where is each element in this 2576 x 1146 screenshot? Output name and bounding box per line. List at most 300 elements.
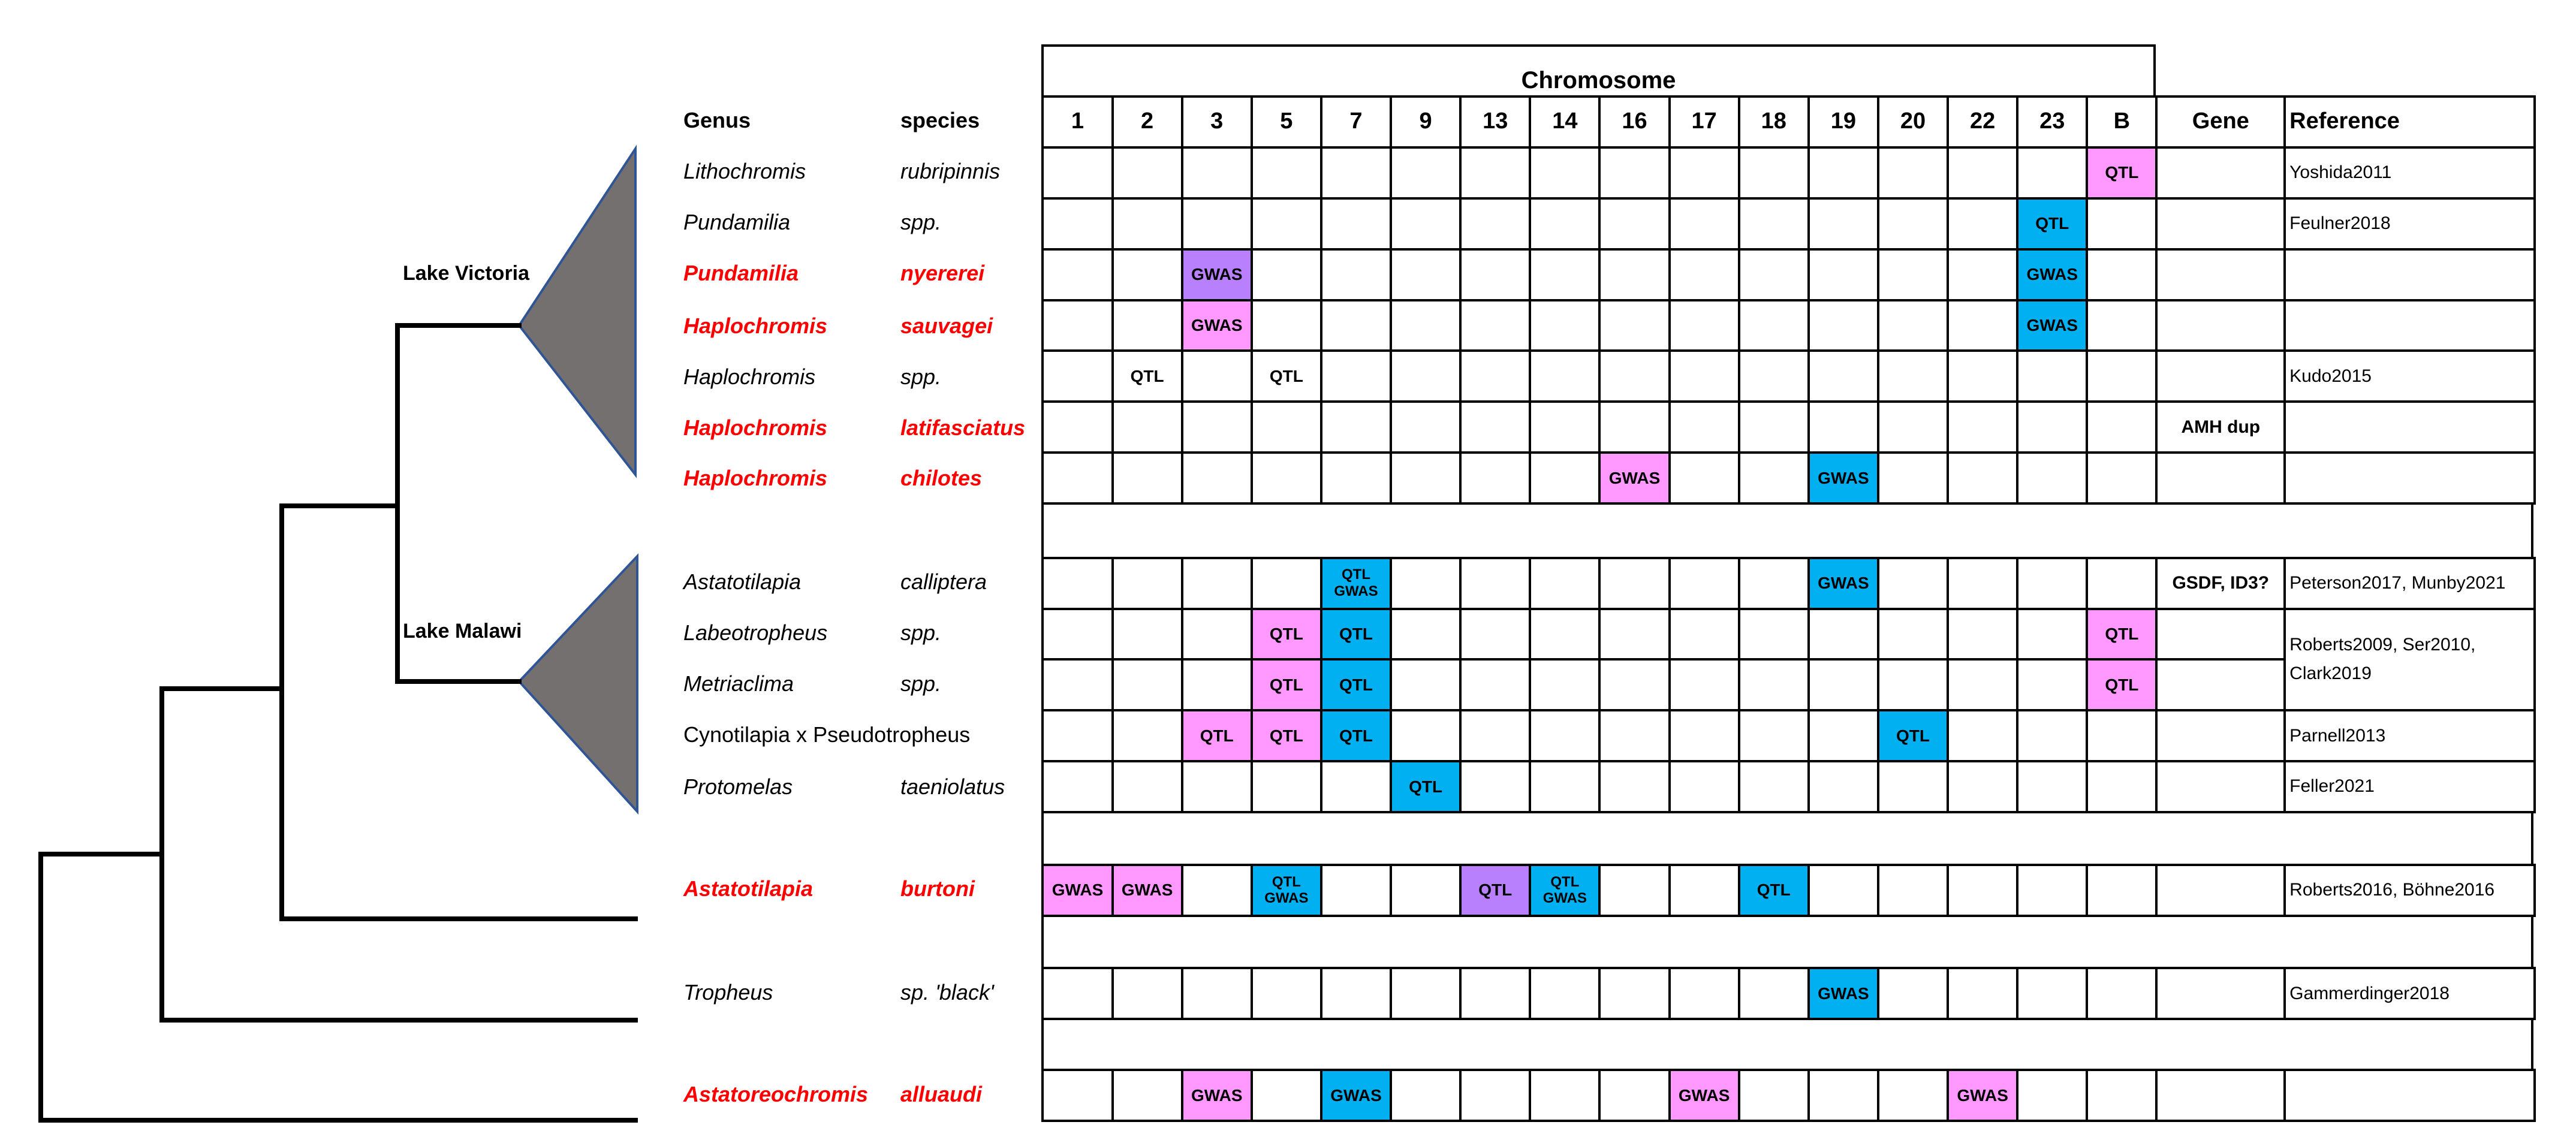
genus-label: Lithochromis [683,159,806,184]
column-header-chr-16: 16 [1599,96,1669,147]
table-row [1043,968,2534,1019]
cell-chr-18 [1739,968,1809,1019]
cell-chr-23: GWAS [2017,300,2087,351]
cell-chr-9 [1391,659,1460,710]
cell-chr-16 [1599,198,1669,249]
cell-chr-13 [1460,761,1530,812]
gene-cell [2156,198,2285,249]
cell-chr-23: QTL [2017,198,2087,249]
cell-chr-1 [1043,761,1112,812]
cell-chr-14 [1530,198,1599,249]
cell-chr-1 [1043,453,1112,503]
reference-cell: Gammerdinger2018 [2285,968,2535,1019]
clade-triangle-lake-malawi [519,556,637,812]
cell-chr-B [2087,300,2156,351]
cell-chr-18 [1739,1070,1809,1121]
cell-chr-20 [1878,609,1948,660]
cell-chr-9 [1391,402,1460,453]
cell-chr-5: QTL [1252,609,1321,660]
cell-chr-20 [1878,761,1948,812]
cell-chr-2 [1113,198,1182,249]
cell-chr-13 [1460,147,1530,198]
reference-cell: Peterson2017, Munby2021 [2285,558,2535,609]
cell-chr-2 [1113,147,1182,198]
cell-chr-20 [1878,1070,1948,1121]
cell-chr-3 [1182,453,1252,503]
species-label: sp. 'black' [900,979,994,1005]
cell-chr-13 [1460,558,1530,609]
column-header-chr-17: 17 [1670,96,1739,147]
table-row [1043,147,2534,198]
cell-chr-19 [1809,198,1878,249]
table-row [1043,710,2534,761]
cell-chr-23 [2017,558,2087,609]
group-separator [1041,1018,2533,1069]
cell-chr-5 [1252,147,1321,198]
cell-chr-9 [1391,453,1460,503]
cell-chr-20 [1878,558,1948,609]
cell-chr-17 [1670,609,1739,660]
species-label: spp. [900,671,942,696]
cell-chr-23 [2017,761,2087,812]
cell-chr-20 [1878,198,1948,249]
cell-chr-5: QTL [1252,659,1321,710]
cell-chr-2 [1113,249,1182,300]
cell-chr-18 [1739,659,1809,710]
cell-chr-22 [1948,402,2017,453]
cell-chr-1 [1043,558,1112,609]
cell-chr-17 [1670,558,1739,609]
cell-chr-17 [1670,402,1739,453]
cell-chr-2 [1113,1070,1182,1121]
cell-chr-7 [1321,249,1391,300]
column-header-chr-3: 3 [1182,96,1252,147]
cell-chr-18 [1739,453,1809,503]
cell-chr-16 [1599,300,1669,351]
cell-chr-5 [1252,300,1321,351]
table-row [1043,249,2534,300]
cell-chr-20 [1878,453,1948,503]
cell-chr-22 [1948,865,2017,916]
genus-label: Labeotropheus [683,620,828,645]
genus-label: Haplochromis [683,415,828,440]
cell-chr-3: GWAS [1182,249,1252,300]
cell-chr-B [2087,968,2156,1019]
cell-chr-20 [1878,402,1948,453]
cell-chr-7 [1321,402,1391,453]
cell-chr-19 [1809,659,1878,710]
cell-chr-17 [1670,147,1739,198]
cell-chr-23 [2017,659,2087,710]
cell-chr-19: GWAS [1809,968,1878,1019]
clade-label-lake-victoria: Lake Victoria [403,262,530,285]
cell-chr-2 [1113,558,1182,609]
cell-chr-3 [1182,198,1252,249]
column-header-chr-2: 2 [1113,96,1182,147]
cell-chr-2: GWAS [1113,865,1182,916]
cell-chr-20 [1878,865,1948,916]
cell-chr-9: QTL [1391,761,1460,812]
table-row [1043,865,2534,916]
chromosome-header-row [1041,95,2535,149]
cell-chr-19 [1809,249,1878,300]
column-header-chr-20: 20 [1878,96,1948,147]
cell-chr-B: QTL [2087,659,2156,710]
group-table-2 [1041,557,2535,814]
reference-cell: Feller2021 [2285,761,2535,812]
cell-chr-22 [1948,249,2017,300]
cell-chr-19 [1809,761,1878,812]
genus-label: Astatotilapia [683,876,814,901]
cell-chr-1 [1043,198,1112,249]
cell-chr-7: GWAS [1321,1070,1391,1121]
cell-chr-2 [1113,659,1182,710]
cell-chr-23 [2017,351,2087,402]
cell-chr-2: QTL [1113,351,1182,402]
cell-chr-13 [1460,402,1530,453]
species-label: latifasciatus [900,415,1026,440]
cell-chr-18 [1739,558,1809,609]
species-label: spp. [900,210,942,235]
cell-chr-16 [1599,761,1669,812]
cell-chr-5: QTL [1252,710,1321,761]
cell-chr-9 [1391,351,1460,402]
cell-chr-19 [1809,402,1878,453]
column-header-reference: Reference [2285,96,2535,147]
reference-cell: Roberts2009, Ser2010, Clark2019 [2285,609,2535,711]
reference-cell [2285,453,2535,503]
table-row [1043,402,2534,453]
cell-chr-5 [1252,558,1321,609]
group-table-1 [1041,146,2535,505]
cell-chr-B [2087,558,2156,609]
cell-chr-B [2087,1070,2156,1121]
cell-chr-13 [1460,351,1530,402]
cell-chr-17 [1670,710,1739,761]
cell-chr-5 [1252,1070,1321,1121]
table-row [1043,300,2534,351]
species-label: burtoni [900,876,975,901]
cell-chr-2 [1113,968,1182,1019]
cell-chr-16 [1599,147,1669,198]
gene-cell [2156,710,2285,761]
group-separator [1041,504,2533,557]
cell-chr-20 [1878,968,1948,1019]
gene-cell [2156,609,2285,660]
cell-chr-13 [1460,659,1530,710]
cell-chr-14 [1530,558,1599,609]
cell-chr-B [2087,761,2156,812]
column-header-chr-1: 1 [1043,96,1112,147]
gene-cell [2156,968,2285,1019]
species-label: calliptera [900,569,987,595]
cell-chr-7: QTL [1321,609,1391,660]
cell-chr-20 [1878,147,1948,198]
genus-label: Metriaclima [683,671,794,696]
chromosome-title-box [1041,44,2156,96]
cell-chr-19 [1809,865,1878,916]
cell-chr-5 [1252,402,1321,453]
cell-chr-13 [1460,968,1530,1019]
reference-cell: Yoshida2011 [2285,147,2535,198]
cell-chr-3 [1182,609,1252,660]
cell-chr-22 [1948,351,2017,402]
cell-chr-14: QTL GWAS [1530,865,1599,916]
cell-chr-18 [1739,351,1809,402]
cell-chr-9 [1391,300,1460,351]
cell-chr-13 [1460,198,1530,249]
cell-chr-23: GWAS [2017,249,2087,300]
cell-chr-17 [1670,300,1739,351]
cell-chr-22 [1948,761,2017,812]
cell-chr-2 [1113,761,1182,812]
cell-chr-3 [1182,351,1252,402]
cell-chr-9 [1391,1070,1460,1121]
cell-chr-2 [1113,300,1182,351]
cell-chr-16 [1599,865,1669,916]
table-row [1043,761,2534,812]
cell-chr-23 [2017,865,2087,916]
cell-chr-5: QTL GWAS [1252,865,1321,916]
cell-chr-16 [1599,609,1669,660]
species-label: nyererei [900,261,985,286]
cell-chr-23 [2017,710,2087,761]
cell-chr-3 [1182,558,1252,609]
cell-chr-13 [1460,710,1530,761]
cell-chr-22 [1948,300,2017,351]
group-table-5 [1041,1069,2535,1122]
cell-chr-16 [1599,968,1669,1019]
cell-chr-18 [1739,147,1809,198]
table-row [1043,453,2534,503]
gene-cell [2156,147,2285,198]
cell-chr-1 [1043,147,1112,198]
cell-chr-14 [1530,761,1599,812]
cell-chr-9 [1391,968,1460,1019]
reference-cell [2285,1070,2535,1121]
reference-cell: Kudo2015 [2285,351,2535,402]
cell-chr-19 [1809,1070,1878,1121]
clade-label-lake-malawi: Lake Malawi [403,620,522,643]
cell-chr-16 [1599,558,1669,609]
column-header-gene: Gene [2156,96,2285,147]
cell-chr-14 [1530,609,1599,660]
cell-chr-9 [1391,710,1460,761]
species-header: species [900,108,980,132]
species-label: alluaudi [900,1081,983,1106]
table-row [1043,351,2534,402]
cell-chr-B [2087,198,2156,249]
cell-chr-16 [1599,1070,1669,1121]
cell-chr-B: QTL [2087,147,2156,198]
cell-chr-7 [1321,865,1391,916]
cell-chr-19 [1809,351,1878,402]
gene-cell [2156,761,2285,812]
column-header-chr-19: 19 [1809,96,1878,147]
cell-chr-23 [2017,402,2087,453]
column-header-chr-5: 5 [1252,96,1321,147]
cell-chr-B [2087,453,2156,503]
cell-chr-2 [1113,453,1182,503]
genus-label: Pundamilia [683,261,799,286]
cell-chr-3 [1182,659,1252,710]
cell-chr-14 [1530,402,1599,453]
gene-cell [2156,865,2285,916]
cell-chr-5 [1252,453,1321,503]
gene-cell: AMH dup [2156,402,2285,453]
cell-chr-17 [1670,761,1739,812]
cell-chr-16 [1599,402,1669,453]
group-separator [1041,813,2533,864]
genus-header: Genus [683,108,751,132]
table-row [1043,609,2534,660]
cell-chr-19 [1809,147,1878,198]
cell-chr-22: GWAS [1948,1070,2017,1121]
cell-chr-7 [1321,351,1391,402]
gene-cell [2156,351,2285,402]
cell-chr-1: GWAS [1043,865,1112,916]
cell-chr-16 [1599,351,1669,402]
species-label: spp. [900,364,942,389]
reference-cell: Feulner2018 [2285,198,2535,249]
gene-cell [2156,300,2285,351]
cell-chr-1 [1043,300,1112,351]
cell-chr-18 [1739,300,1809,351]
cell-chr-20 [1878,659,1948,710]
gene-cell [2156,659,2285,710]
cell-chr-13: QTL [1460,865,1530,916]
gene-cell [2156,1070,2285,1121]
gene-cell [2156,453,2285,503]
cell-chr-17 [1670,453,1739,503]
cell-chr-14 [1530,710,1599,761]
column-header-chr-7: 7 [1321,96,1391,147]
reference-cell [2285,249,2535,300]
cell-chr-14 [1530,147,1599,198]
cell-chr-18 [1739,402,1809,453]
cell-chr-1 [1043,609,1112,660]
column-header-chr-14: 14 [1530,96,1599,147]
reference-cell [2285,300,2535,351]
cell-chr-18 [1739,761,1809,812]
cell-chr-20 [1878,300,1948,351]
table-row [1043,1070,2534,1121]
cell-chr-7 [1321,300,1391,351]
cell-chr-20: QTL [1878,710,1948,761]
cell-chr-14 [1530,659,1599,710]
cell-chr-22 [1948,609,2017,660]
cell-chr-7 [1321,968,1391,1019]
cell-chr-3: GWAS [1182,300,1252,351]
cell-chr-14 [1530,351,1599,402]
cell-chr-13 [1460,1070,1530,1121]
column-header-chr-B: B [2087,96,2156,147]
cell-chr-17 [1670,351,1739,402]
cell-chr-1 [1043,710,1112,761]
column-header-chr-23: 23 [2017,96,2087,147]
cell-chr-B [2087,402,2156,453]
cell-chr-5 [1252,968,1321,1019]
cell-chr-19: GWAS [1809,453,1878,503]
genus-label: Astatoreochromis [683,1081,869,1106]
species-label: spp. [900,620,942,645]
genus-label: Astatotilapia [683,569,802,595]
cell-chr-B [2087,351,2156,402]
cell-chr-1 [1043,402,1112,453]
cell-chr-14 [1530,300,1599,351]
cell-chr-1 [1043,351,1112,402]
cell-chr-13 [1460,300,1530,351]
cell-chr-1 [1043,659,1112,710]
cell-chr-13 [1460,609,1530,660]
cell-chr-19 [1809,300,1878,351]
cell-chr-7: QTL GWAS [1321,558,1391,609]
cell-chr-22 [1948,710,2017,761]
reference-cell: Roberts2016, Böhne2016 [2285,865,2535,916]
cell-chr-14 [1530,968,1599,1019]
cell-chr-3 [1182,402,1252,453]
cell-chr-23 [2017,147,2087,198]
cell-chr-18: QTL [1739,865,1809,916]
cell-chr-1 [1043,1070,1112,1121]
column-header-chr-13: 13 [1460,96,1530,147]
cell-chr-17: GWAS [1670,1070,1739,1121]
cell-chr-3 [1182,761,1252,812]
cell-chr-20 [1878,249,1948,300]
cell-chr-7: QTL [1321,659,1391,710]
cell-chr-1 [1043,249,1112,300]
cell-chr-17 [1670,659,1739,710]
cell-chr-13 [1460,249,1530,300]
cell-chr-14 [1530,453,1599,503]
cell-chr-17 [1670,968,1739,1019]
cell-chr-B [2087,249,2156,300]
table-row [1043,558,2534,609]
cell-chr-5 [1252,249,1321,300]
genus-label: Pundamilia [683,210,791,235]
cell-chr-B [2087,710,2156,761]
cell-chr-16: GWAS [1599,453,1669,503]
cell-chr-9 [1391,558,1460,609]
cell-chr-7 [1321,761,1391,812]
cell-chr-2 [1113,402,1182,453]
cell-chr-9 [1391,249,1460,300]
cell-chr-B [2087,865,2156,916]
cell-chr-5 [1252,761,1321,812]
cell-chr-2 [1113,609,1182,660]
group-table-4 [1041,967,2535,1020]
gene-cell [2156,249,2285,300]
cell-chr-22 [1948,968,2017,1019]
cell-chr-18 [1739,710,1809,761]
cell-chr-3: GWAS [1182,1070,1252,1121]
cell-chr-20 [1878,351,1948,402]
table-row [1043,198,2534,249]
cell-chr-19: GWAS [1809,558,1878,609]
group-table-3 [1041,864,2535,917]
cell-chr-9 [1391,147,1460,198]
cell-chr-7 [1321,198,1391,249]
cell-chr-7 [1321,453,1391,503]
gene-cell: GSDF, ID3? [2156,558,2285,609]
genus-label: Haplochromis [683,313,828,338]
cell-chr-18 [1739,609,1809,660]
column-header-chr-22: 22 [1948,96,2017,147]
cell-chr-18 [1739,249,1809,300]
cell-chr-3: QTL [1182,710,1252,761]
cell-chr-22 [1948,659,2017,710]
cell-chr-14 [1530,1070,1599,1121]
